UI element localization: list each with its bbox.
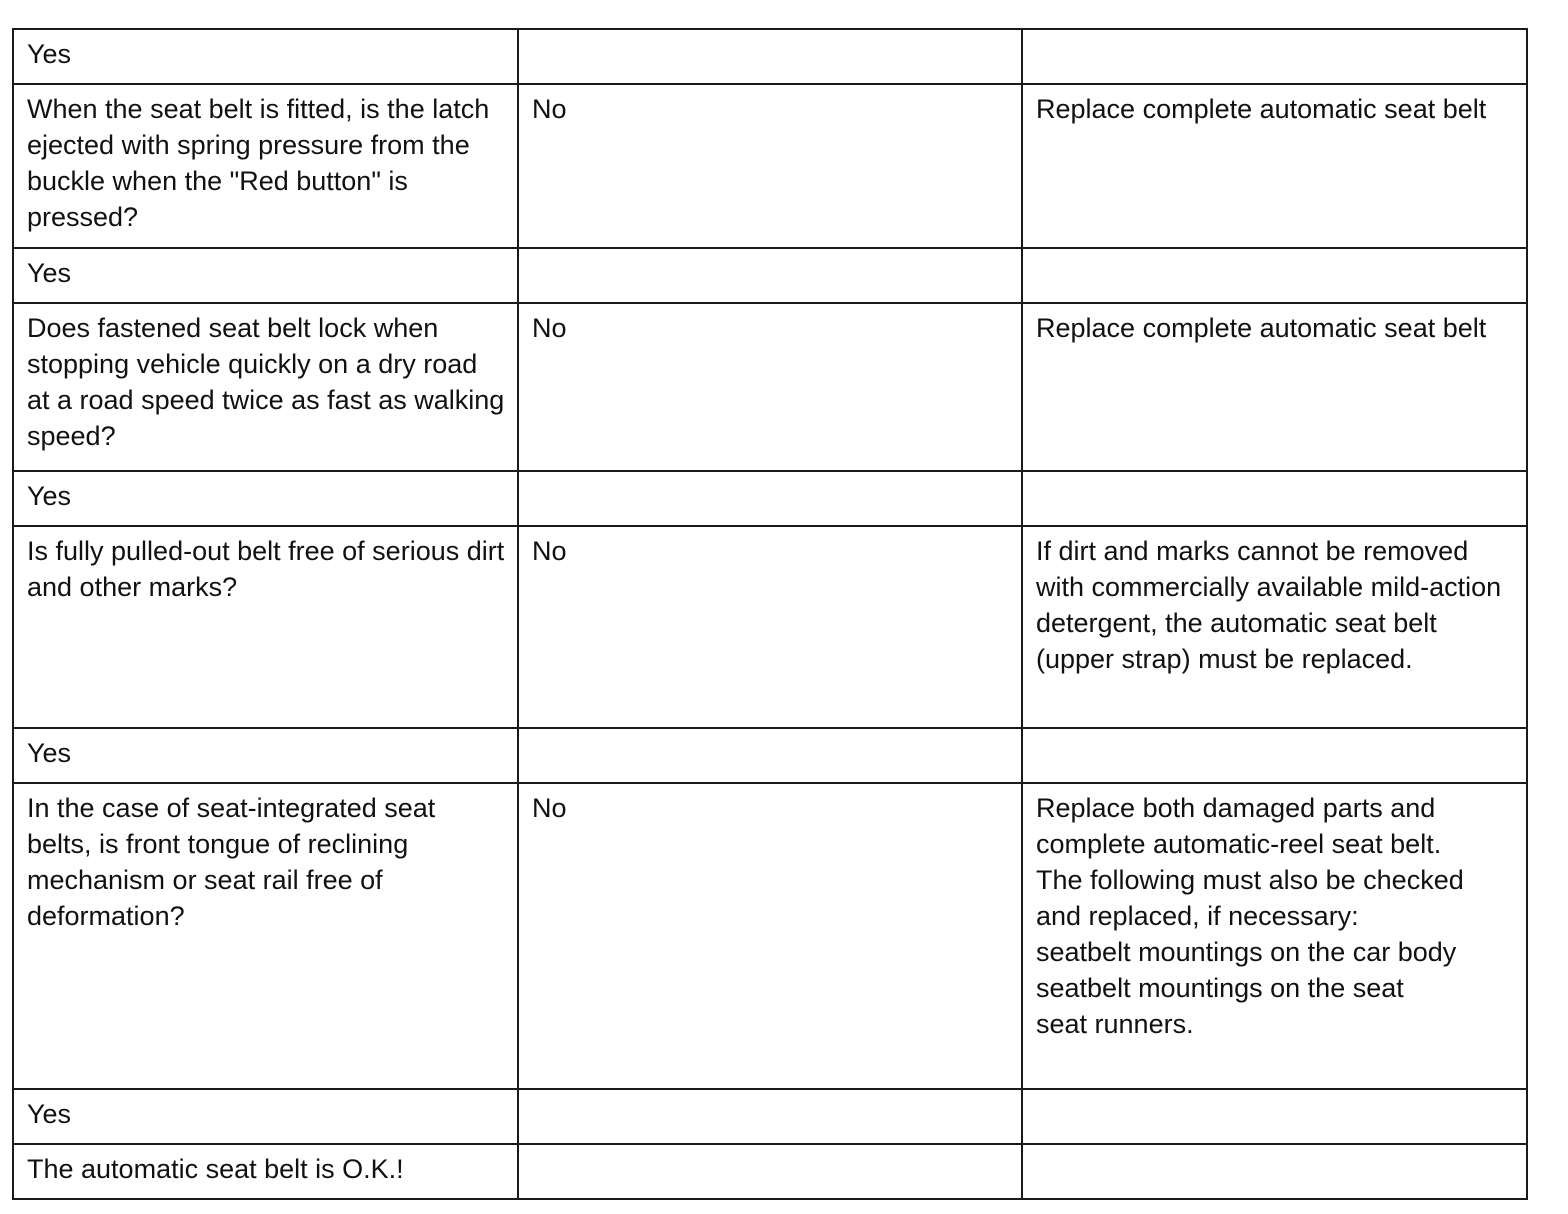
action-cell bbox=[1022, 1144, 1527, 1199]
table-row bbox=[13, 526, 1527, 728]
question-cell: Yes bbox=[13, 728, 518, 783]
action-cell: Replace both damaged parts and complete automatic-reel seat belt. The following must also be checked and replaced, if necessary: seatbelt mountings on the car body seatbelt mountings on the seat seat runners. bbox=[1022, 783, 1527, 1089]
answer-cell bbox=[518, 471, 1022, 526]
question-cell: Does fastened seat belt lock when stopping vehicle quickly on a dry road at a road speed twice as fast as walking speed? bbox=[13, 303, 518, 471]
action-cell bbox=[1022, 248, 1527, 303]
table-row bbox=[13, 728, 1527, 783]
answer-cell bbox=[518, 29, 1022, 84]
question-cell: Yes bbox=[13, 1089, 518, 1144]
table-row bbox=[13, 248, 1527, 303]
answer-cell bbox=[518, 1089, 1022, 1144]
answer-cell: No bbox=[518, 303, 1022, 471]
action-cell: If dirt and marks cannot be removed with commercially available mild-action detergent, the automatic seat belt (upper strap) must be replaced. bbox=[1022, 526, 1527, 728]
answer-cell bbox=[518, 728, 1022, 783]
answer-cell bbox=[518, 248, 1022, 303]
action-cell bbox=[1022, 29, 1527, 84]
seat-belt-inspection-table bbox=[12, 28, 1528, 1200]
final-result-cell: The automatic seat belt is O.K.! bbox=[13, 1144, 518, 1199]
table-row bbox=[13, 1089, 1527, 1144]
table-row bbox=[13, 303, 1527, 471]
question-cell: When the seat belt is fitted, is the latch ejected with spring pressure from the buckle when the "Red button" is pressed? bbox=[13, 84, 518, 248]
table-row bbox=[13, 84, 1527, 248]
answer-cell: No bbox=[518, 783, 1022, 1089]
answer-cell: No bbox=[518, 84, 1022, 248]
action-cell bbox=[1022, 1089, 1527, 1144]
action-cell bbox=[1022, 471, 1527, 526]
table-row bbox=[13, 1144, 1527, 1199]
table-row bbox=[13, 783, 1527, 1089]
question-cell: Yes bbox=[13, 29, 518, 84]
answer-cell: No bbox=[518, 526, 1022, 728]
question-cell: Yes bbox=[13, 471, 518, 526]
table-row bbox=[13, 471, 1527, 526]
action-cell bbox=[1022, 728, 1527, 783]
question-cell: Is fully pulled-out belt free of serious dirt and other marks? bbox=[13, 526, 518, 728]
question-cell: In the case of seat-integrated seat belts, is front tongue of reclining mechanism or seat rail free of deformation? bbox=[13, 783, 518, 1089]
question-cell: Yes bbox=[13, 248, 518, 303]
action-cell: Replace complete automatic seat belt bbox=[1022, 303, 1527, 471]
answer-cell bbox=[518, 1144, 1022, 1199]
action-cell: Replace complete automatic seat belt bbox=[1022, 84, 1527, 248]
table-row bbox=[13, 29, 1527, 84]
